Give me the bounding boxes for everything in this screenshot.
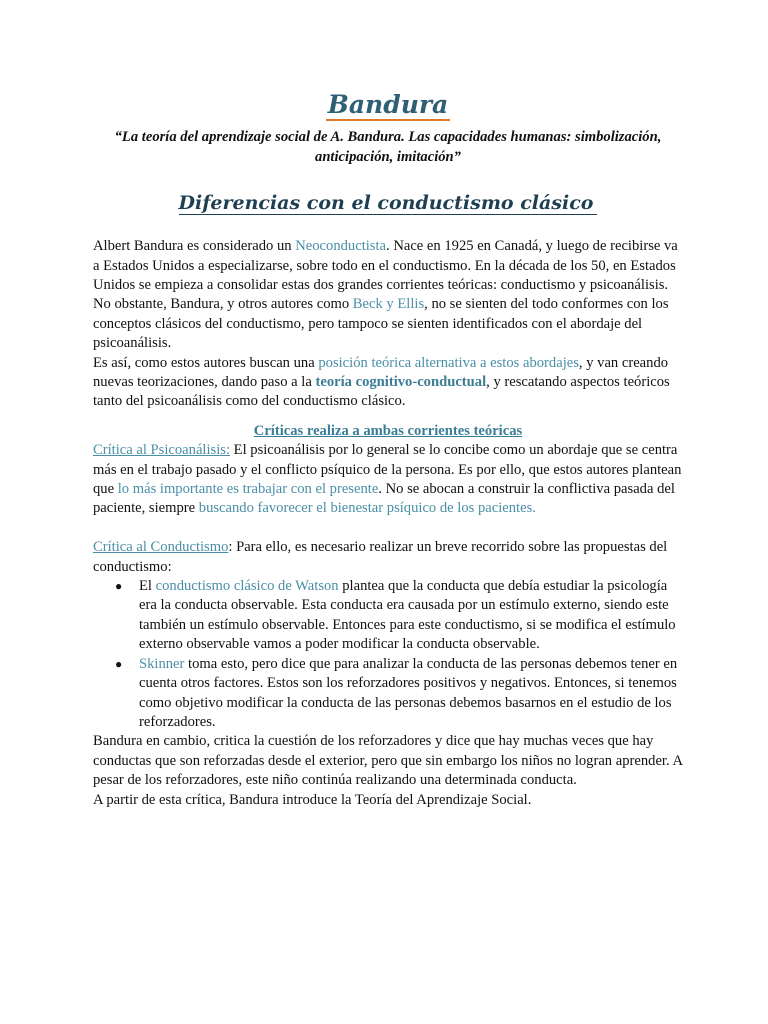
- link-bienestar-psiquico[interactable]: buscando favorecer el bienestar psíquico de los pacientes.: [198, 500, 536, 517]
- link-neoconductista[interactable]: Neoconductista: [295, 238, 387, 255]
- critiques-heading: Críticas realiza a ambas corrientes teóricas: [253, 422, 523, 439]
- paragraph-intro: Albert Bandura es considerado un Neoconductista. Nace en 1925 en Canadá, y luego de recibirse va a Estados Unidos a especializarse, sobre todo en el conductismo. En la década de los 50, en Estados Unidos se empieza a consolidar estas dos grandes corrientes teóricas: conductismo y psicoanálisis.: [93, 238, 678, 293]
- document-content: [93, 88, 683, 810]
- paragraph-critica-psicoanalisis: Crítica al Psicoanálisis: El psicoanálisis por lo general se lo concibe como un abordaje que se centra más en el trabajo pasado y el conflicto psíquico de la persona. Es por ello, que estos autores plantean que lo más importante es trabajar con el presente. No se abocan a construir la conflictiva pasada del paciente, siempre buscando favorecer el bienestar psíquico de los pacientes.: [93, 442, 682, 517]
- bullet-icon: ●: [115, 656, 123, 671]
- link-trabajar-presente[interactable]: lo más importante es trabajar con el presente: [117, 481, 379, 498]
- link-critica-psicoanalisis[interactable]: Crítica al Psicoanálisis:: [93, 442, 230, 459]
- list-item: ● El conductismo clásico de Watson plantea que la conducta que debía estudiar la psicología era la conducta observable. Esta conducta era causada por un estímulo externo, siendo este también un estímulo observable. Entonces para este conductismo, si se modifica el estímulo externo observable vamos a poder modificar la conducta observable.: [115, 578, 676, 653]
- paragraph-alternative: Es así, como estos autores buscan una posición teórica alternativa a estos abordajes, y van creando nuevas teorizaciones, dando paso a la teoría cognitivo-conductual, y rescatando aspectos teóricos tanto del psicoanálisis como del conductismo clásico.: [93, 354, 670, 410]
- bullet-list: [93, 577, 683, 732]
- link-teoria-cognitivo-conductual[interactable]: teoría cognitivo-conductual: [315, 374, 487, 391]
- section-heading: Diferencias con el conductismo clásico: [93, 189, 683, 217]
- subtitle: “La teoría del aprendizaje social de A. Bandura. Las capacidades humanas: simbolización, anticipación, imitación”: [114, 129, 662, 165]
- link-skinner[interactable]: Skinner: [139, 655, 185, 672]
- bullet-icon: ●: [115, 579, 123, 594]
- list-item: ● Skinner toma esto, pero dice que para analizar la conducta de las personas debemos tener en cuenta otros factores. Estos son los reforzadores positivos y negativos. Entonces, si tenemos como objetivo modificar la conducta de las personas debemos basarnos en el estudio de los reforzadores.: [115, 655, 678, 730]
- paragraph-beck-ellis: No obstante, Bandura, y otros autores como Beck y Ellis, no se sienten del todo conformes con los conceptos clásicos del conductismo, pero tampoco se sienten identificados con el abordaje del psicoanálisis.: [93, 296, 669, 352]
- link-watson[interactable]: conductismo clásico de Watson: [155, 578, 339, 595]
- page-title: Bandura: [327, 90, 449, 119]
- link-beck-ellis[interactable]: Beck y Ellis: [352, 296, 425, 313]
- paragraph-bandura-critica: Bandura en cambio, critica la cuestión de los reforzadores y dice que hay muchas veces que hay conductas que son reforzadas desde el exterior, pero que sin embargo los niños no logran aprender. A pesar de los reforzadores, este niño continúa realizando una determinada conducta.: [93, 733, 683, 789]
- paragraph-conclusion: A partir de esta crítica, Bandura introduce la Teoría del Aprendizaje Social.: [93, 791, 532, 808]
- blank-line: [93, 519, 683, 538]
- link-posicion-teorica[interactable]: posición teórica alternativa a estos abordajes: [318, 354, 579, 371]
- link-critica-conductismo[interactable]: Crítica al Conductismo: [93, 539, 229, 556]
- paragraph-critica-conductismo: Crítica al Conductismo: Para ello, es necesario realizar un breve recorrido sobre las propuestas del conductismo:: [93, 539, 668, 575]
